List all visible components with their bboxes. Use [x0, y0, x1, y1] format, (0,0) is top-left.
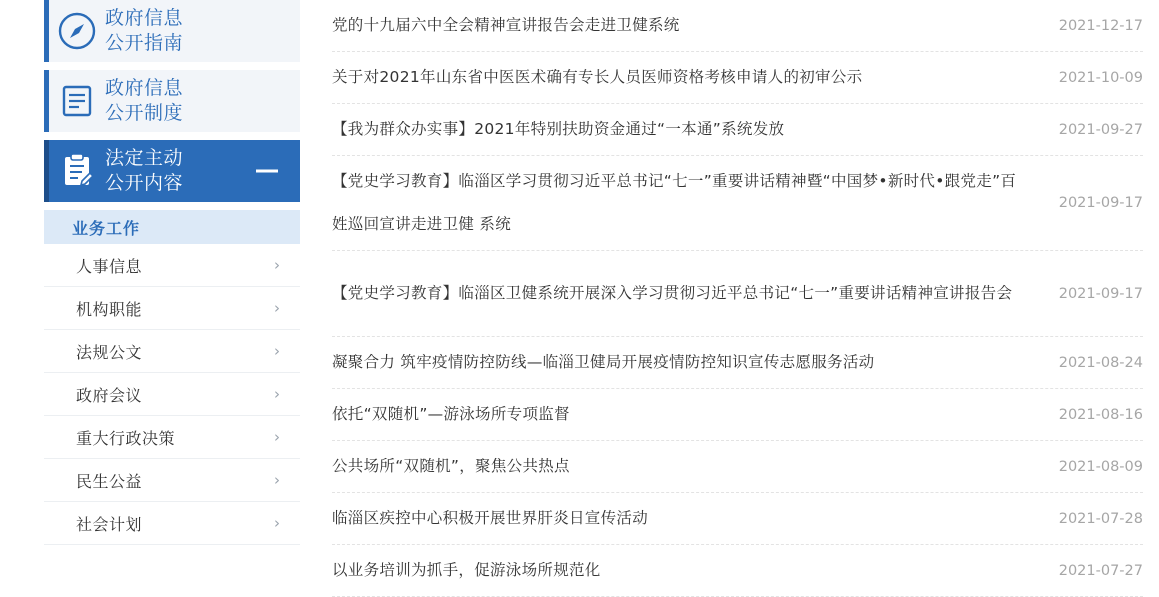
- chevron-right-icon: ›: [274, 384, 280, 403]
- list-item[interactable]: [332, 441, 1143, 493]
- sidebar-item-label: 机构职能: [76, 299, 143, 319]
- news-date: 2021-08-24: [1058, 354, 1143, 371]
- sidebar-item-government-meetings[interactable]: [44, 373, 300, 416]
- list-item[interactable]: [332, 389, 1143, 441]
- list-item[interactable]: [332, 156, 1143, 251]
- news-title[interactable]: 依托“双随机”—游泳场所专项监督: [332, 405, 570, 423]
- chevron-right-icon: ›: [274, 470, 280, 489]
- news-date: 2021-08-16: [1058, 406, 1143, 423]
- sidebar-item-label: 人事信息: [76, 256, 143, 276]
- news-title[interactable]: 【党史学习教育】临淄区学习贯彻习近平总书记“七一”重要讲话精神暨“中国梦•新时代•跟党走”百姓巡回宣讲走进卫健 系统: [332, 172, 1017, 233]
- sidebar-item-label: 社会计划: [76, 514, 143, 534]
- sidebar-item-social-plan[interactable]: [44, 502, 300, 545]
- list-item[interactable]: [332, 0, 1143, 52]
- chevron-right-icon: ›: [274, 298, 280, 317]
- sidebar-item-label: 民生公益: [76, 471, 143, 491]
- news-content: [316, 0, 1159, 579]
- news-title[interactable]: 关于对2021年山东省中医医术确有专长人员医师资格考核申请人的初审公示: [332, 68, 863, 86]
- news-title[interactable]: 【党史学习教育】临淄区卫健系统开展深入学习贯彻习近平总书记“七一”重要讲话精神宣讲报告会: [332, 284, 1013, 302]
- news-date: 2021-07-28: [1058, 510, 1143, 527]
- sidebar-card-label: 政府信息 公开指南: [105, 7, 184, 54]
- list-item[interactable]: [332, 493, 1143, 545]
- sidebar-subsection-label: 业务工作: [72, 218, 141, 238]
- sidebar-sub-list: [44, 244, 300, 545]
- sidebar-item-institution-functions[interactable]: [44, 287, 300, 330]
- news-date: 2021-09-17: [1058, 285, 1143, 302]
- chevron-right-icon: ›: [274, 513, 280, 532]
- sidebar-card-label: 法定主动 公开内容: [105, 147, 184, 194]
- sidebar-card-open-guide[interactable]: [44, 0, 300, 62]
- sidebar-subsection-header: [44, 210, 300, 244]
- list-item[interactable]: [332, 104, 1143, 156]
- news-date: 2021-09-27: [1058, 121, 1143, 138]
- sidebar: [0, 0, 316, 559]
- news-date: 2021-09-17: [1058, 195, 1143, 211]
- sidebar-item-label: 重大行政决策: [76, 428, 176, 448]
- news-title[interactable]: 凝聚合力 筑牢疫情防控防线—临淄卫健局开展疫情防控知识宣传志愿服务活动: [332, 353, 875, 371]
- news-list: [332, 0, 1143, 597]
- compass-icon: [49, 9, 105, 53]
- document-list-icon: [49, 79, 105, 123]
- sidebar-item-public-welfare[interactable]: [44, 459, 300, 502]
- news-title[interactable]: 以业务培训为抓手，促游泳场所规范化: [332, 561, 601, 579]
- sidebar-card-label: 政府信息 公开制度: [105, 77, 184, 124]
- sidebar-item-major-decisions[interactable]: [44, 416, 300, 459]
- sidebar-item-personnel[interactable]: [44, 244, 300, 287]
- news-date: 2021-07-27: [1058, 562, 1143, 579]
- news-title[interactable]: 【我为群众办实事】2021年特别扶助资金通过“一本通”系统发放: [332, 120, 785, 138]
- sidebar-item-label: 法规公文: [76, 342, 143, 362]
- news-title[interactable]: 公共场所“双随机”，聚焦公共热点: [332, 457, 570, 475]
- list-item[interactable]: [332, 545, 1143, 597]
- news-date: 2021-12-17: [1058, 17, 1143, 34]
- sidebar-card-open-system[interactable]: [44, 70, 300, 132]
- news-title[interactable]: 临淄区疾控中心积极开展世界肝炎日宣传活动: [332, 509, 649, 527]
- list-item[interactable]: [332, 52, 1143, 104]
- clipboard-pen-icon: [49, 149, 105, 193]
- sidebar-item-label: 政府会议: [76, 385, 143, 405]
- news-date: 2021-10-09: [1058, 69, 1143, 86]
- chevron-right-icon: ›: [274, 255, 280, 274]
- news-date: 2021-08-09: [1058, 458, 1143, 475]
- news-title[interactable]: 党的十九届六中全会精神宣讲报告会走进卫健系统: [332, 16, 680, 34]
- chevron-right-icon: ›: [274, 341, 280, 360]
- collapse-minus-icon[interactable]: [256, 170, 278, 173]
- list-item[interactable]: [332, 337, 1143, 389]
- sidebar-card-statutory-content[interactable]: [44, 140, 300, 202]
- sidebar-item-regulations[interactable]: [44, 330, 300, 373]
- chevron-right-icon: ›: [274, 427, 280, 446]
- list-item[interactable]: [332, 251, 1143, 337]
